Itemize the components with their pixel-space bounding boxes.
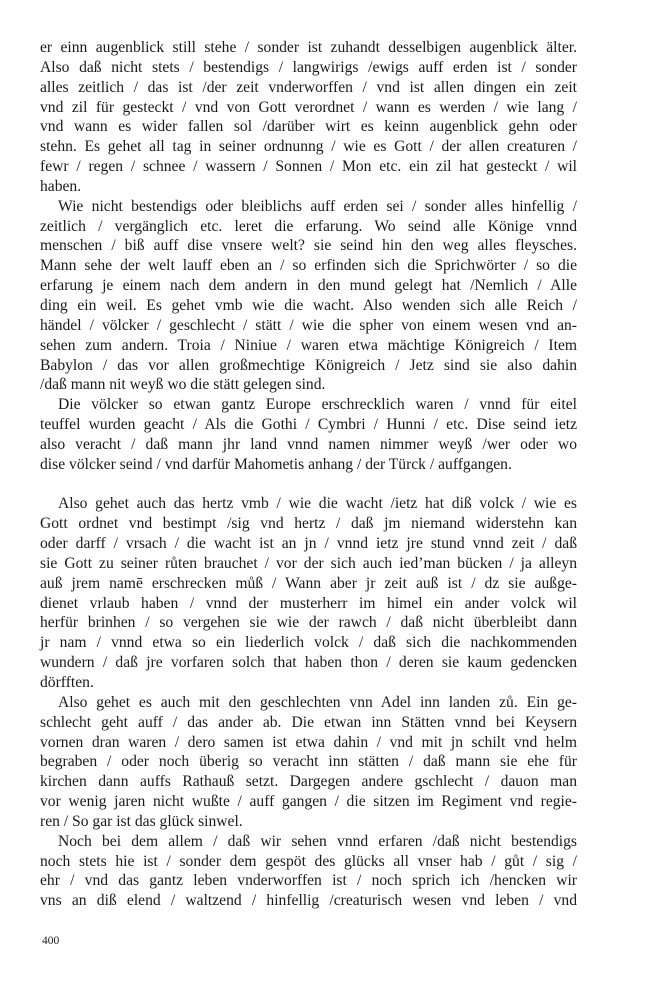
page-number: 400 bbox=[42, 935, 60, 947]
text-line: alles zeitlich / das ist /der zeit vnderworffen / vnd ist allen dingen ein zeit bbox=[40, 78, 577, 96]
text-line: er einn augenblick still stehe / sonder ist zuhandt desselbigen augenblick älter. bbox=[40, 39, 577, 56]
text-line: kirchen dann auffs Rathauß setzt. Dargegen andere gschlecht / dauon man bbox=[40, 773, 577, 791]
paragraph-gap bbox=[40, 475, 577, 495]
text-line: vnd zil für gesteckt / vnd von Gott verordnet / wann es werden / wie lang / bbox=[40, 98, 577, 116]
paragraph bbox=[40, 832, 577, 911]
text-line: ren / So gar ist das glück sinwel. bbox=[40, 812, 243, 830]
text-line: /daß mann nit weyß wo die stätt gelegen sind. bbox=[40, 376, 326, 394]
text-line: Noch bei dem allem / daß wir sehen vnnd erfaren /daß nicht bestendigs bbox=[58, 832, 577, 850]
text-line: herfür brinhen / so vergehen sie wie der rawch / daß nicht überbleibt dann bbox=[40, 614, 577, 632]
text-line: sie Gott zu seiner růten brauchet / vor der sich auch ied’man bücken / ja alleyn bbox=[40, 554, 577, 572]
text-line: ding ein weil. Es gehet vmb wie die wacht. Also wenden sich alle Reich / bbox=[40, 296, 577, 314]
text-line: dienet vrlaub haben / vnnd der musterherr im himel ein ander volck wil bbox=[40, 594, 577, 612]
text-line: teuffel wurden geacht / Als die Gothi / Cymbri / Hunni / etc. Dise seind ietz bbox=[40, 416, 577, 434]
text-line: haben. bbox=[40, 177, 82, 195]
text-line: Also gehet es auch mit den geschlechten vnn Adel inn landen zů. Ein ge- bbox=[58, 693, 577, 711]
text-line: Babylon / das vor allen großmechtige Königreich / Jetz sind sie also dahin bbox=[40, 356, 577, 374]
text-line: wundern / daß jre vorfaren solch that haben thon / deren sie kaum gedencken bbox=[40, 654, 577, 672]
text-line: Mann sehe der welt lauff eben an / so erfinden sich die Sprichwörter / so die bbox=[40, 257, 577, 275]
paragraph bbox=[40, 395, 577, 474]
text-line: Also daß nicht stets / bestendigs / langwirigs /ewigs auff erden ist / sonder bbox=[40, 58, 577, 76]
text-line: sehen zum andern. Troia / Niniue / waren etwa mächtige Königreich / Item bbox=[40, 336, 577, 354]
paragraph bbox=[40, 494, 577, 692]
text-line: also veracht / daß mann jhr land vnnd namen nimmer weyß /wer oder wo bbox=[40, 435, 577, 453]
text-line: ehr / vnd das gantz leben vnderworffen ist / noch sprich ich /hencken wir bbox=[40, 872, 577, 890]
text-line: händel / völcker / geschlecht / stätt / wie die spher von einem wesen vnd an- bbox=[40, 316, 577, 334]
text-line: Also gehet auch das hertz vmb / wie die wacht /ietz hat diß volck / wie es bbox=[58, 495, 577, 513]
text-line: stehn. Es gehet all tag in seiner ordnunng / wie es Gott / der allen creaturen / bbox=[40, 138, 577, 156]
text-line: dise völcker seind / vnd darfür Mahometis anhang / der Türck / auffgangen. bbox=[40, 455, 512, 473]
text-line: fewr / regen / schnee / wassern / Sonnen / Mon etc. ein zil hat gesteckt / wil bbox=[40, 158, 577, 176]
text-line: vornen dran waren / dero samen ist etwa dahin / vnd mit jn schilt vnd helm bbox=[40, 733, 577, 751]
text-line: Die völcker so etwan gantz Europe erschrecklich waren / vnnd für eitel bbox=[58, 396, 577, 414]
page-body bbox=[40, 38, 577, 911]
text-line: dörfften. bbox=[40, 674, 94, 691]
text-line: vns an diß elend / waltzend / hinfellig /creaturisch wesen vnd leben / vnd bbox=[40, 892, 577, 910]
text-line: menschen / biß auff dise vnsere welt? sie seind hin den weg alles fleysches. bbox=[40, 237, 577, 255]
text-line: schlecht geht auff / das ander ab. Die etwan inn Stätten vnnd bei Keysern bbox=[40, 713, 577, 731]
text-line: zeitlich / vergänglich etc. leret die erfarung. Wo seind alle Könige vnnd bbox=[40, 217, 577, 235]
paragraph bbox=[40, 693, 577, 832]
text-line: vnd wann es wider fallen sol /darüber wirt es keinn augenblick gehn oder bbox=[40, 118, 577, 136]
text-line: erfarung je einem nach dem andern in den mund gelegt hat /Nemlich / Alle bbox=[40, 277, 577, 295]
paragraph bbox=[40, 197, 577, 395]
text-line: jr nam / vnnd etwa so ein liederlich volck / daß sich die nachkommenden bbox=[40, 634, 577, 652]
text-line: noch stets hie ist / sonder dem gespöt des glücks all vnser hab / gůt / sig / bbox=[40, 852, 577, 870]
text-line: vor wenig jaren nicht wußte / auff gangen / die sitzen im Regiment vnd regie- bbox=[40, 793, 577, 811]
text-line: oder darff / vrsach / die wacht ist an jn / vnnd ietz jre stund vnnd zeit / daß bbox=[40, 535, 577, 553]
text-line: Gott ordnet vnd bestimpt /sig vnd hertz / daß jm niemand widerstehn kan bbox=[40, 515, 577, 533]
text-line: Wie nicht bestendigs oder bleiblichs auff erden sei / sonder alles hinfellig / bbox=[58, 197, 577, 215]
paragraph bbox=[40, 38, 577, 197]
text-line: auß jrem namē erschrecken můß / Wann aber jr zeit auß ist / dz sie außge- bbox=[40, 574, 577, 592]
text-line: begraben / oder noch überig so veracht inn stätten / daß mann sie ehe für bbox=[40, 753, 577, 771]
